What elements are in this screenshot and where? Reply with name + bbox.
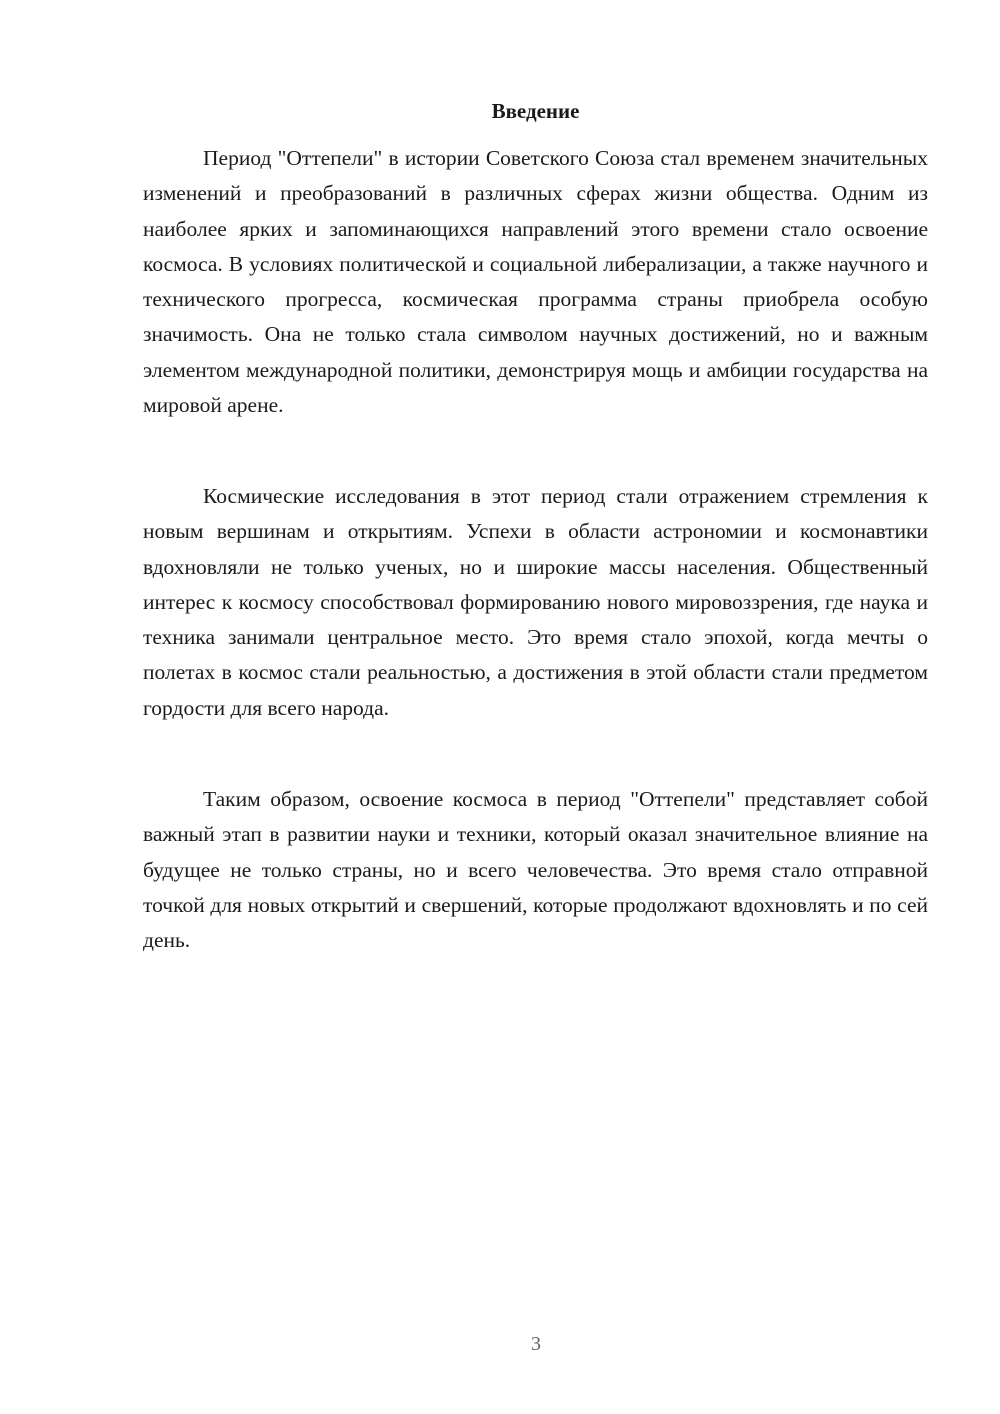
section-heading: Введение	[491, 99, 580, 123]
page-number: 3	[531, 1333, 541, 1355]
paragraph-2: Космические исследования в этот период стали отражением стремления к новым вершинам и открытиям. Успехи в области астрономии и космонавтики вдохновляли не только ученых, но и широкие массы населения. Общественный интерес к космосу способствовал формированию нового мировоззрения, где наука и техника занимали центральное место. Это время стало эпохой, когда мечты о полетах в космос стали реальностью, а достижения в этой области стали предметом гордости для всего народа.	[143, 484, 928, 720]
paragraph-1: Период "Оттепели" в истории Советского Союза стал временем значительных изменений и преобразований в различных сферах жизни общества. Одним из наиболее ярких и запоминающихся направлений этого времени стало освоение космоса. В условиях политической и социальной либерализации, а также научного и технического прогресса, космическая программа страны приобрела особую значимость. Она не только стала символом научных достижений, но и важным элементом международной политики, демонстрируя мощь и амбиции государства на мировой арене.	[143, 146, 928, 418]
paragraph-3: Таким образом, освоение космоса в период "Оттепели" представляет собой важный этап в развитии науки и техники, который оказал значительное влияние на будущее не только страны, но и всего человечества. Это время стало отправной точкой для новых открытий и свершений, которые продолжают вдохновлять и по сей день.	[143, 787, 928, 953]
